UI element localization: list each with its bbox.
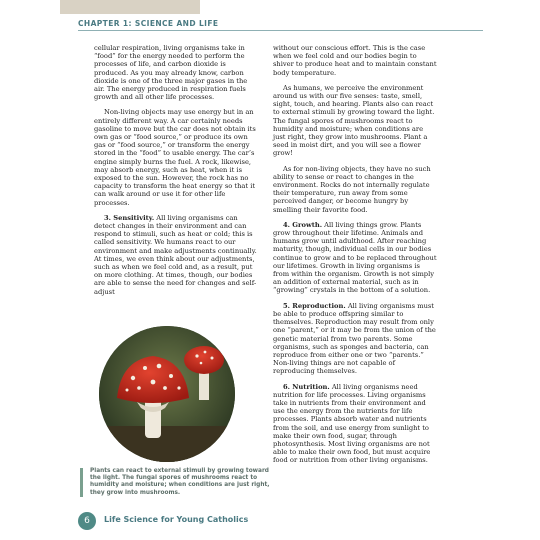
paragraph-body: All living things grow. Plants grow throughout their lifetime. Animals and humans grow until adulthood. After reaching maturity, though, individual cells in our bodies continue to grow and to be replaced throughout our lifetimes. Growth in living organisms is from within the organism. Growth is not simply an addition of external material, such as in “growing” crystals in the bottom of a solution. xyxy=(273,220,437,295)
section-lead: 6. Nutrition. xyxy=(283,382,330,391)
book-title: Life Science for Young Catholics xyxy=(104,515,249,524)
paragraph-body: All living organisms can detect changes in their environment and can respond to stimuli, such as heat or cold; this is called sensitivity. We humans react to our environment and make adjustments continually. At times, we even think about our adjustments, such as when we feel cold and, as a result, put on more clothing. At times, though, our bodies are able to sense the need for changes and self-adjust xyxy=(94,213,257,296)
paragraph-body: All living organisms must be able to produce offspring similar to themselves. Reproduction may result from only one “parent,” or it may be from the union of the genetic material from two parents. Some organisms, such as sponges and bacteria, can reproduce from either one or two “parents.” Non-living things are not capable of reproducing themselves. xyxy=(273,301,436,376)
section-lead: 5. Reproduction. xyxy=(283,301,346,310)
mushroom-photo xyxy=(99,326,235,462)
paragraph: As for non-living objects, they have no such ability to sense or react to changes in the environment. Rocks do not internally regulate their temperature, run away from some perceived danger, or become hungry by smelling their favorite food. xyxy=(273,164,431,214)
paragraph: without our conscious effort. This is the case when we feel cold and our bodies begin to shiver to produce heat and to maintain constant body temperature. xyxy=(273,44,437,77)
mushroom-illustration xyxy=(99,326,235,462)
paragraph-body: All living organisms need nutrition for life processes. Living organisms take in nutrients from their environment and use the energy from the nutrients for life processes. Plants absorb water and nutrients from the soil, and use energy from sunlight to make their own food, sugar, through photosynthesis. Most living organisms are not able to make their own food, but must acquire food or nutrition from other living organisms. xyxy=(273,382,431,465)
photo-caption: Plants can react to external stimuli by growing toward the light. The fungal spores of mushrooms react to humidity and moisture; when conditions are just right, they grow into mushrooms. xyxy=(80,468,276,497)
paragraph: cellular respiration, living organisms take in “food” for the energy needed to perform the processes of life, and carbon dioxide is produced. As you may already know, carbon dioxide is one of the three major gases in the air. The energy produced in respiration fuels growth and all other life processes. xyxy=(94,44,248,102)
left-column xyxy=(94,44,258,303)
paragraph: Non-living objects may use energy but in an entirely different way. A car certainly needs gasoline to move but the car does not obtain its own gas or “food source,” or produce its own gas or “food source,” or transform the energy stored in the “food” to usable energy. The car’s engine simply burns the fuel. A rock, likewise, may absorb energy, such as heat, when it is exposed to the sun. However, the rock has no capacity to transform the heat energy so that it can walk around or use it for other life processes. xyxy=(94,108,256,207)
paragraph-growth xyxy=(273,221,437,295)
page-number: 6 xyxy=(78,512,96,530)
section-lead: 4. Growth. xyxy=(283,220,323,229)
right-column xyxy=(273,44,437,472)
paragraph-sensitivity xyxy=(94,214,258,296)
header-image-strip xyxy=(60,0,200,14)
header-rule xyxy=(78,30,483,31)
chapter-label: CHAPTER 1: SCIENCE AND LIFE xyxy=(78,19,219,28)
paragraph-nutrition xyxy=(273,383,437,465)
paragraph: As humans, we perceive the environment around us with our five senses: taste, smell, sight, touch, and hearing. Plants also can react to external stimuli by growing toward the light. The fungal spores of mushrooms react to humidity and moisture; when conditions are just right, they grow into mushrooms. Plant a seed in moist dirt, and you will see a flower grow! xyxy=(273,83,435,158)
page-header xyxy=(0,0,540,32)
section-lead: 3. Sensitivity. xyxy=(104,213,155,222)
paragraph-reproduction xyxy=(273,302,437,376)
